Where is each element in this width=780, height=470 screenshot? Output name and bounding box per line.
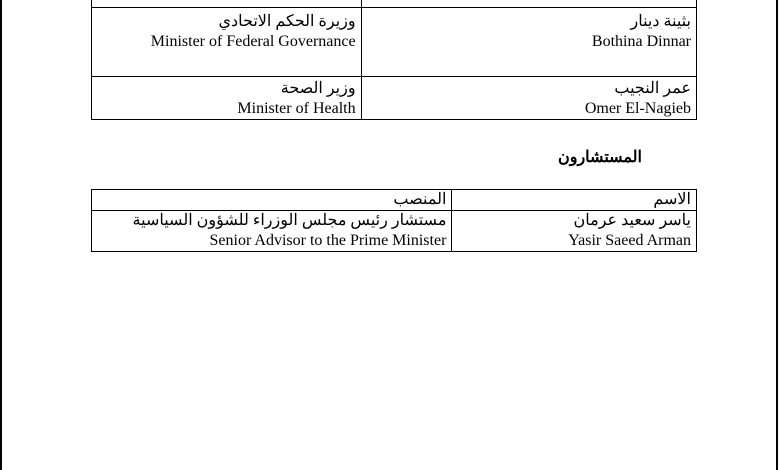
position-arabic: مستشار رئيس مجلس الوزراء للشؤون السياسية xyxy=(132,212,447,229)
table-row xyxy=(92,8,697,77)
position-cell xyxy=(92,8,362,77)
position-english: Minister of Health xyxy=(237,100,356,117)
name-arabic: بثينة دينار xyxy=(630,13,691,30)
name-cell xyxy=(361,8,696,77)
table-cell xyxy=(361,0,696,8)
table-header-row xyxy=(92,190,697,211)
name-cell xyxy=(452,211,697,252)
advisors-heading: المستشارون xyxy=(557,149,642,166)
position-english: Senior Advisor to the Prime Minister xyxy=(209,232,447,249)
advisors-table xyxy=(91,189,697,252)
table-row xyxy=(92,211,697,252)
position-arabic: وزيرة الحكم الاتحادي xyxy=(218,13,356,30)
table-row xyxy=(92,0,697,8)
name-english: Omer El-Nagieb xyxy=(584,100,691,117)
page-edge xyxy=(776,0,778,470)
table-row xyxy=(92,77,697,120)
column-header-name xyxy=(452,190,697,211)
position-english: Minister of Federal Governance xyxy=(150,33,356,50)
header-name-label: الاسم xyxy=(653,191,691,208)
name-english: Bothina Dinnar xyxy=(591,33,691,50)
page-edge xyxy=(0,0,2,470)
name-english: Yasir Saeed Arman xyxy=(568,232,691,249)
header-position-label: المنصب xyxy=(393,191,447,208)
position-cell xyxy=(92,211,452,252)
name-arabic: عمر النجيب xyxy=(614,80,691,97)
column-header-position xyxy=(92,190,452,211)
name-cell xyxy=(361,77,696,120)
position-cell xyxy=(92,77,362,120)
table-cell xyxy=(92,0,362,8)
ministers-table xyxy=(91,0,697,120)
position-arabic: وزير الصحة xyxy=(280,80,356,97)
name-arabic: ياسر سعيد عرمان xyxy=(573,212,691,229)
